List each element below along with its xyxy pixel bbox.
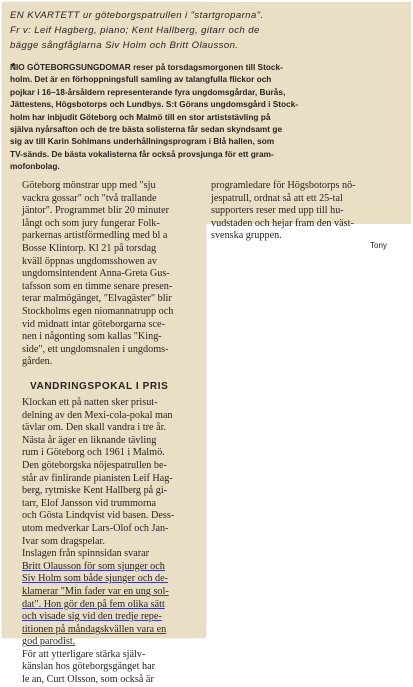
body-line: le an, Curt Olsson, som också är [22,674,154,686]
caption-line: Fr v: Leif Hagberg, piano; Kent Hallberg, gitarr och de [10,25,260,36]
body-line: känslan hos göteborgsgänget har [22,661,156,673]
underlined-line: Britt Olausson för som sjunger och [22,560,165,572]
body-line: svenska gruppen. [211,230,282,242]
body-line: Klockan ett på natten sker prisut- [22,397,158,408]
left-column-first-block [22,180,173,369]
body-line: Göteborg mönstrar upp med "sju [22,180,156,191]
underlined-line: klamerar "Min fader var en ung sol- [22,585,169,597]
body-line: side", ett ungdomsnalen i ungdoms- [22,343,169,355]
section-headline: VANDRINGSPOKAL I PRIS [30,381,169,392]
body-line: gården. [22,356,53,368]
body-line: Ivar som dragspelar. [22,535,105,547]
lead-line: holm har inbjudit Göteborg och Malmö till en stor artiststävling på [10,111,271,122]
body-line: För att ytterligare stärka själv- [22,648,146,660]
photo-caption [10,8,264,53]
body-line: ungdomsintendent Anna-Greta Gus- [22,268,170,280]
body-line: jäntor". Programmet blir 20 minuter [22,205,170,217]
body-line: programledare för Högsbotorps nö- [211,180,356,191]
body-line: Bosse Klintorp. Kl 21 på torsdag [22,242,157,254]
underlined-line: titionen på måndagskvällen vara en [22,623,167,635]
underlined-line: och visade sig vid den tredje repe- [22,611,162,623]
body-line: jespatrull, ordnat så att ett 25-tal [211,192,343,204]
lead-line: Jättestens, Högsbotorps och Lundbys. S:t Görans ungdomsgård i Stock- [10,99,299,110]
body-line: tävlar om. Den skall vandra i tre år. [22,422,166,434]
left-column-second-block [22,397,174,687]
body-line: tarr, Elof Jansson vid trummorna [22,497,156,509]
body-line: kväll öppnas ungdomsshowen av [22,255,157,267]
underlined-line: dat". Hon gör den på fem olika sätt [22,598,165,610]
author-signature: Tony [370,241,387,250]
underlined-line: Siv Holm som både sjunger och de- [22,573,168,585]
body-line: delning av den Mexi-cola-pokal man [22,409,173,421]
caption-line: EN KVARTETT ur göteborgspatrullen i "startgroparna". [10,10,264,21]
right-column-block [211,180,356,243]
lead-line: NIO GÖTEBORGSUNGDOMAR reser på torsdagsmorgonen till Stock- [10,62,283,72]
lead-line: TV-sänds. De bästa vokalisterna får också provsjunga för ett gram- [10,148,274,159]
body-line: vackra gossar" och "två trallande [22,192,157,204]
body-line: vudstaden och hejar fram den väst- [211,217,354,229]
body-line: Inslagen från spinnsidan svarar [22,548,150,560]
body-line: långt och som jury fungerar Folk- [22,217,160,229]
lead-line: själva nyårsafton och de tre bästa solisterna får sedan skyndsamt ge [10,123,283,134]
body-line: berg, rytmiske Kent Hallberg på gi- [22,485,168,497]
body-line: Nästa år äger en liknande tävling [22,434,157,446]
body-line: rum i Göteborg och 1961 i Malmö. [22,447,165,459]
body-line: terar malmögänget, "Elvagäster" blir [22,293,172,305]
lead-line: holm. Det är en förhoppningsfull samling av talangfulla flickor och [10,74,272,85]
body-line: vid midnatt intar göteborgarna sce- [22,318,165,330]
lead-line: mofonbolag. [10,161,60,172]
body-line: och Gösta Lindqvist vid basen. Dess- [22,510,175,522]
caption-line: bägge sångfåglarna Siv Holm och Britt Olausson. [10,40,239,51]
body-line: nen i någonting som kallas "King- [22,331,162,343]
body-line: Stockholms egen niomannatrupp och [22,305,174,317]
body-line: supporters reser med upp till hu- [211,205,344,217]
body-line: utom medverkar Lars-Olof och Jan- [22,522,169,534]
lead-paragraph [10,61,298,173]
body-line: står av finlirande pianisten Leif Hag- [22,472,173,484]
body-line: Den göteborgska nöjespatrullen be- [22,459,167,471]
body-line: parkernas artistförmedling med bl a [22,230,168,242]
lead-line: sig av till Karin Sohlmans underhållningsprogram i Blå hallen, som [10,136,275,147]
body-line: tafsson som en timme senare presen- [22,280,173,292]
lead-line: pojkar i 16–18-årsåldern representerande fyra ungdomsgårdar, Burås, [10,86,286,97]
underlined-line: god parodist. [22,636,76,648]
